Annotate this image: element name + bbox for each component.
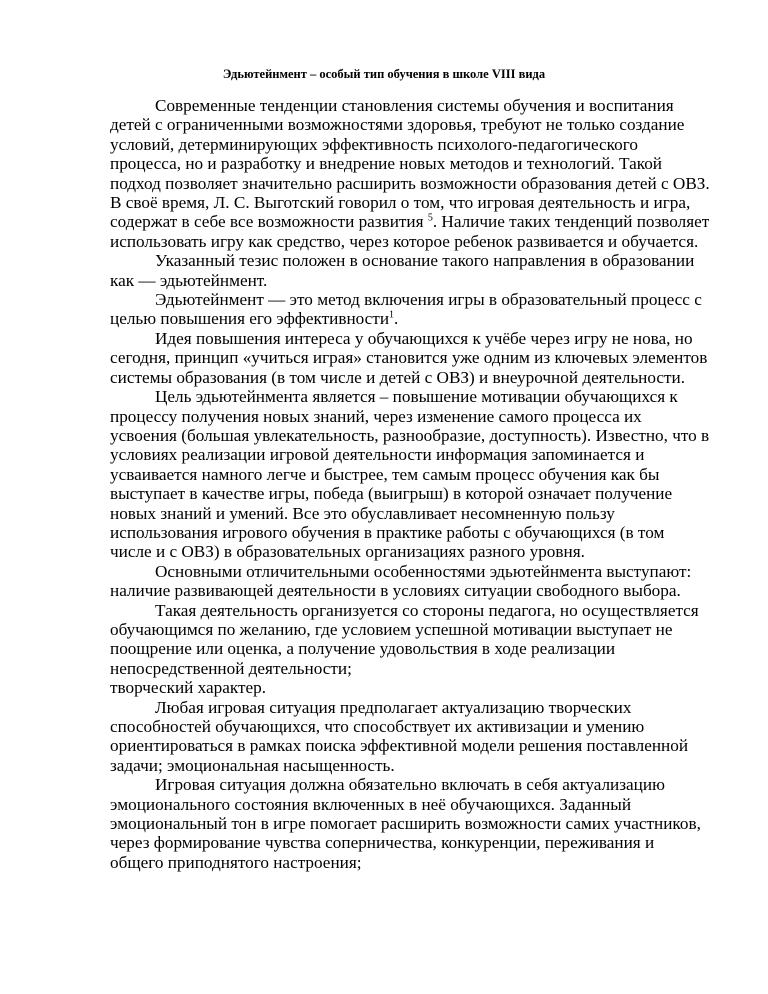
paragraph-5: Цель эдьютейнмента является – повышение мотивации обучающихся к процессу получения новых знаний, через изменение самого процесса их усвоения (большая увлекательность, разнообразие, доступность). Известно, что в условиях реализации игровой деятельности информация запоминается и усваивается намного легче и быстрее, тем самым процесс обучения как бы выступает в качестве игры, победа (выигрыш) в которой означает получение новых знаний и умений. Все это обуславливает несомненную пользу использования игрового обучения в практике работы с обучающихся (в том числе и с ОВЗ) в образовательных организациях разного уровня.	[110, 387, 710, 562]
paragraph-4: Идея повышения интереса у обучающихся к учёбе через игру не нова, но сегодня, принцип «учиться играя» становится уже одним из ключевых элементов системы образования (в том числе и детей с ОВЗ) и внеурочной деятельности.	[110, 328, 708, 387]
paragraph-10: Игровая ситуация должна обязательно включать в себя актуализацию эмоционального состояния включенных в неё обучающихся. Заданный эмоциональный тон в игре помогает расширить возможности самих участников, через формирование чувства соперничества, конкуренции, переживания и общего приподнятого настроения;	[110, 775, 701, 872]
footnote-ref: 5	[427, 212, 433, 224]
paragraph-6: Основными отличительными особенностями эдьютейнмента выступают: наличие развивающей деятельности в условиях ситуации свободного выбора.	[110, 561, 692, 601]
paragraph-8: творческий характер.	[110, 678, 267, 698]
footnote-ref: 1	[389, 309, 395, 321]
paragraph-3: Эдьютейнмент — это метод включения игры в образовательный процесс с целью повышения его эффективности$^1$.	[110, 290, 702, 329]
paragraph-7: Такая деятельность организуется со стороны педагога, но осуществляется обучающимся по желанию, где условием успешной мотивации выступает не поощрение или оценка, а получение удовольствия в ходе реализации непосредственной деятельности;	[110, 600, 699, 678]
paragraph-1: Современные тенденции становления системы обучения и воспитания детей с ограниченными возможностями здоровья, требуют не только создание условий, детерминирующих эффективность психолого-педагогического процесса, но и разработку и внедрение новых методов и технологий. Такой подход позволяет значительно расширить возможности образования детей с ОВЗ. В своё время, Л. С. Выготский говорил о том, что игровая деятельность и игра, содержат в себе все возможности развития $^5$. Наличие таких тенденций позволяет использовать игру как средство, через которое ребенок развивается и обучается.	[110, 96, 710, 251]
paragraph-9: Любая игровая ситуация предполагает актуализацию творческих способностей обучающихся, что способствует их активизации и умению ориентироваться в рамках поиска эффективной модели решения поставленной задачи; эмоциональная насыщенность.	[110, 697, 689, 775]
document-body	[110, 96, 710, 872]
paragraph-2: Указанный тезис положен в основание такого направления в образовании как — эдьютейнмент.	[110, 251, 695, 290]
document-title: Эдьютейнмент – особый тип обучения в школе VIII вида	[222, 67, 546, 81]
